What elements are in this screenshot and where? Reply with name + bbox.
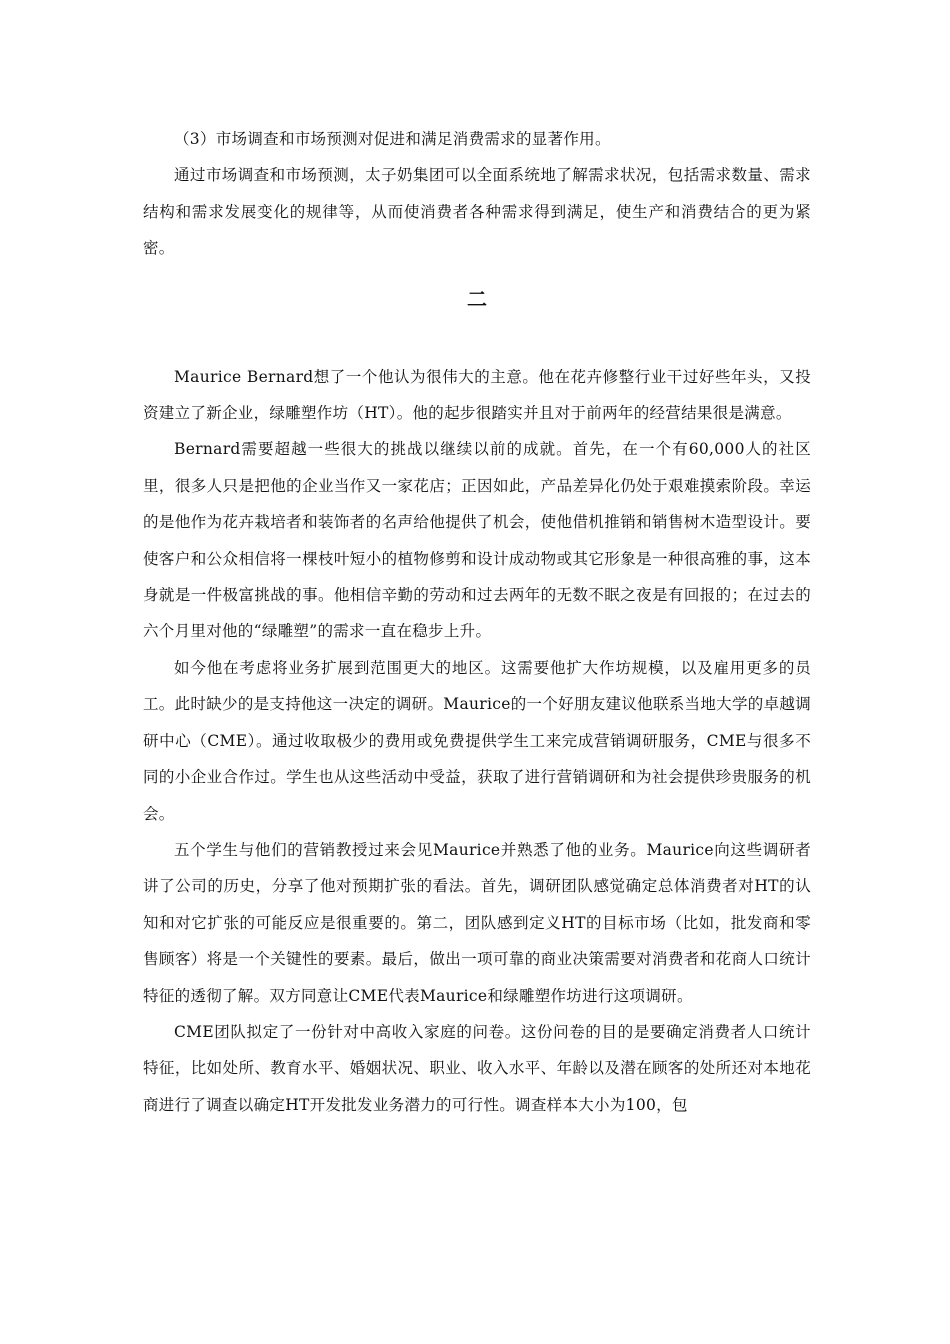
paragraph-maurice-idea: Maurice Bernard想了一个他认为很伟大的主意。他在花卉修整行业干过好些年头，又投资建立了新企业，绿雕塑作坊（HT）。他的起步很踏实并且对于前两年的经营结果很是满意。 — [143, 367, 811, 423]
paragraph-cme-questionnaire: CME团队拟定了一份针对中高收入家庭的问卷。这份问卷的目的是要确定消费者人口统计特征，比如处所、教育水平、婚姻状况、职业、收入水平、年龄以及潜在顾客的处所还对本地花商进行了调查以确定HT开发批发业务潜力的可行性。调查样本大小为100，包 — [143, 1022, 811, 1114]
paragraph-demand: 通过市场调查和市场预测，太子奶集团可以全面系统地了解需求状况，包括需求数量、需求结构和需求发展变化的规律等，从而使消费者各种需求得到满足，使生产和消费结合的更为紧密。 — [143, 166, 811, 258]
paragraph-students-meeting: 五个学生与他们的营销教授过来会见Maurice并熟悉了他的业务。Maurice向这些调研者讲了公司的历史，分享了他对预期扩张的看法。首先，调研团队感觉确定总体消费者对HT的认知和对它扩张的可能反应是很重要的。第二，团队感到定义HT的目标市场（比如，批发商和零售顾客）将是一个关键性的要素。最后，做出一项可靠的商业决策需要对消费者和花商人口统计特征的透彻了解。双方同意让CME代表Maurice和绿雕塑作坊进行这项调研。 — [143, 840, 811, 1005]
section-heading: 二 — [467, 286, 487, 311]
paragraph-bernard-challenges: Bernard需要超越一些很大的挑战以继续以前的成就。首先，在一个有60,000人的社区里，很多人只是把他的企业当作又一家花店；正因如此，产品差异化仍处于艰难摸索阶段。幸运的是他作为花卉栽培者和装饰者的名声给他提供了机会，使他借机推销和销售树木造型设计。要使客户和公众相信将一棵枝叶短小的植物修剪和设计成动物或其它形象是一种很高雅的事，这本身就是一件极富挑战的事。他相信辛勤的劳动和过去两年的无数不眠之夜是有回报的；在过去的六个月里对他的“绿雕塑”的需求一直在稳步上升。 — [143, 440, 811, 641]
paragraph-expansion: 如今他在考虑将业务扩展到范围更大的地区。这需要他扩大作坊规模，以及雇用更多的员工。此时缺少的是支持他这一决定的调研。Maurice的一个好朋友建议他联系当地大学的卓越调研中心（CME）。通过收取极少的费用或免费提供学生工来完成营销调研服务，CME与很多不同的小企业合作过。学生也从这些活动中受益，获取了进行营销调研和为社会提供珍贵服务的机会。 — [143, 658, 811, 823]
list-item-3: （3）市场调查和市场预测对促进和满足消费需求的显著作用。 — [174, 130, 611, 148]
document-body — [143, 121, 811, 1123]
